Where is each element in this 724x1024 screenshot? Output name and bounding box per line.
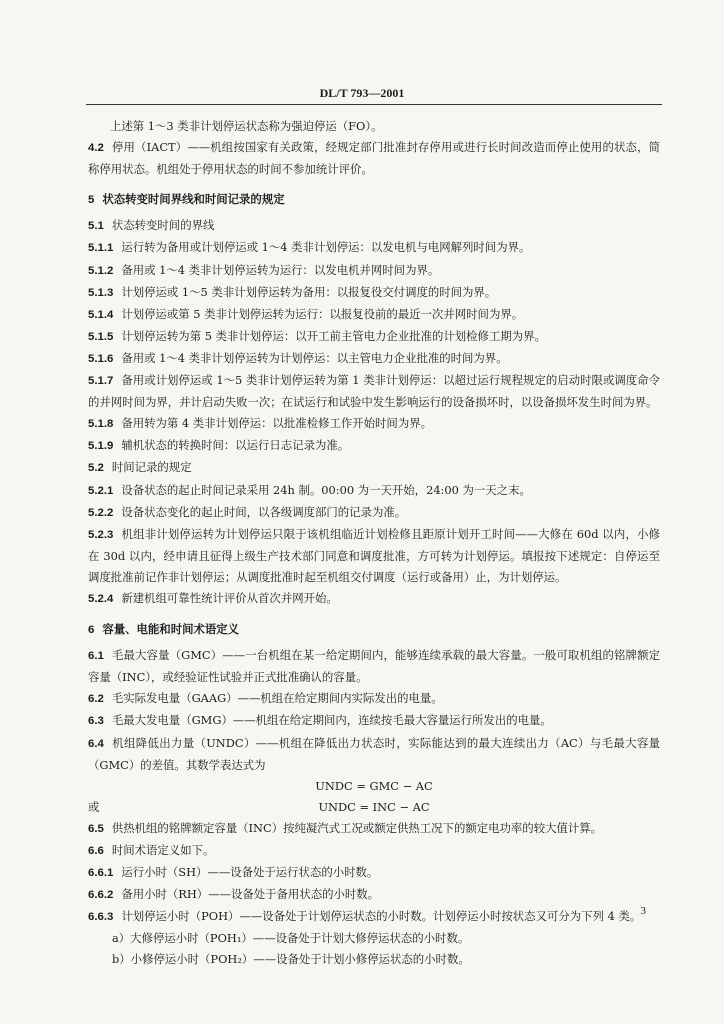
clause-text: 运行小时（SH）——设备处于运行状态的小时数。 (121, 865, 379, 880)
clause (88, 435, 660, 457)
section-heading (88, 189, 660, 211)
formula-row (88, 797, 660, 818)
clause-number: 6.6.3 (88, 911, 114, 924)
document-body (88, 116, 660, 971)
clause-text: 毛实际发电量（GAAG）——机组在给定期间内实际发出的电量。 (111, 691, 443, 706)
clause-number: 5.2.4 (88, 592, 114, 605)
clause (88, 710, 660, 732)
clause-number: 5.1.2 (88, 264, 114, 277)
header-rule (86, 104, 662, 105)
clause-text: 备用或 1～4 类非计划停运转为运行：以发电机并网时间为界。 (121, 262, 440, 277)
clause-number: 4.2 (88, 142, 104, 155)
clause-text: 供热机组的铭牌额定容量（INC）按纯凝汽式工况或额定供热工况下的额定电功率的较大值计算。 (111, 820, 603, 835)
clause-text: 状态转变时间界线和时间记录的规定 (102, 192, 285, 207)
clause-number: 6.5 (88, 822, 104, 835)
clause (88, 502, 660, 524)
clause-number: 5.2.3 (88, 528, 114, 541)
clause (88, 282, 660, 304)
clause (88, 906, 660, 928)
clause-text: 设备状态的起止时间记录采用 24h 制。00:00 为一天开始，24:00 为一天之末。 (121, 482, 531, 497)
clause-number: 5.1 (88, 220, 104, 233)
clause-number: 5.1.9 (88, 440, 114, 453)
clause-number: 5.1.6 (88, 352, 114, 365)
clause-number: 6.2 (88, 693, 104, 706)
clause-text: 备用或 1～4 类非计划停运转为计划停运：以主管电力企业批准的时间为界。 (121, 350, 508, 365)
clause (88, 326, 660, 348)
clause-text: 计划停运转为第 5 类非计划停运：以开工前主管电力企业批准的计划检修工期为界。 (121, 328, 546, 343)
clause (88, 457, 660, 479)
clause-text: 时间术语定义如下。 (111, 843, 215, 857)
clause (88, 688, 660, 710)
clause (88, 237, 660, 259)
formula: UNDC = GMC − AC (315, 778, 433, 793)
clause (88, 260, 660, 282)
clause (88, 370, 660, 413)
clause-number: 6.1 (88, 650, 104, 663)
clause-number: 5.2.2 (88, 506, 114, 519)
list-item: b）小修停运小时（POH₂）——设备处于计划小修停运状态的小时数。 (112, 952, 470, 967)
clause-text: 设备状态变化的起止时间，以各级调度部门的记录为准。 (121, 504, 407, 519)
clause (88, 137, 660, 180)
clause-number: 6.4 (88, 737, 104, 750)
clause (88, 348, 660, 370)
clause-text: 备用小时（RH）——设备处于备用状态的小时数。 (121, 887, 380, 902)
clause-text: 停用（IACT）——机组按国家有关政策，经规定部门批准封存停用或进行长时间改造而停止使用的状态，简称停用状态。机组处于停用状态的时间不参加统计评价。 (88, 140, 660, 177)
clause-text: 毛最大发电量（GMG）——机组在给定期间内，连续按毛最大容量运行所发出的电量。 (111, 713, 552, 728)
clause-number: 6.6.2 (88, 889, 114, 902)
clause (88, 413, 660, 435)
page-number: 3 (640, 905, 646, 917)
formula-lead: 或 (88, 799, 100, 814)
clause (88, 840, 660, 862)
clause (88, 884, 660, 906)
section-heading (88, 619, 660, 641)
clause (88, 304, 660, 326)
clause-number: 5.1.8 (88, 418, 114, 431)
clause-text: 时间记录的规定 (111, 460, 192, 475)
clause-number: 5.2.1 (88, 484, 114, 497)
formula: UNDC = INC − AC (318, 799, 430, 814)
clause (88, 480, 660, 502)
paragraph: 上述第 1～3 类非计划停运状态称为强迫停运（FO）。 (110, 119, 383, 133)
clause-number: 5.1.5 (88, 330, 114, 343)
clause-text: 辅机状态的转换时间：以运行日志记录为准。 (121, 438, 350, 453)
clause-number: 6.6 (88, 845, 104, 857)
formula-row (88, 776, 660, 797)
clause-number: 6.6.1 (88, 867, 114, 880)
document-header-id: DL/T 793—2001 (319, 86, 405, 100)
clause-text: 状态转变时间的界线 (111, 218, 215, 233)
clause (88, 862, 660, 884)
clause-number: 5 (88, 194, 95, 207)
clause-text: 备用或计划停运或 1～5 类非计划停运转为第 1 类非计划停运：以超过运行规程规定的启动时限或调度命令的并网时间为界，并计启动失败一次；在试运行和试验中发生影响运行的设备损坏时，以设备损坏发生时间为界。 (88, 373, 660, 410)
clause-text: 计划停运或 1～5 类非计划停运转为备用：以报复役交付调度的时间为界。 (121, 284, 497, 299)
clause-text: 备用转为第 4 类非计划停运：以批准检修工作开始时间为界。 (121, 416, 432, 431)
clause (88, 818, 660, 840)
clause-number: 5.2 (88, 462, 104, 475)
clause-text: 容量、电能和时间术语定义 (102, 622, 240, 637)
clause-number: 6.3 (88, 715, 104, 728)
clause-number: 5.1.4 (88, 308, 114, 321)
clause-text: 计划停运或第 5 类非计划停运转为运行：以报复役前的最近一次并网时间为界。 (121, 306, 524, 321)
clause-number: 5.1.7 (88, 375, 114, 388)
clause (88, 733, 660, 776)
clause (88, 588, 660, 610)
clause (88, 645, 660, 688)
clause-number: 5.1.3 (88, 286, 114, 299)
clause-text: 新建机组可靠性统计评价从首次并网开始。 (121, 590, 338, 605)
clause-number: 5.1.1 (88, 242, 114, 255)
clause-text: 计划停运小时（POH）——设备处于计划停运状态的小时数。计划停运小时按状态又可分为下列 4 类。 (121, 909, 642, 924)
clause-text: 机组降低出力量（UNDC）——机组在降低出力状态时，实际能达到的最大连续出力（AC）与毛最大容量（GMC）的差值。其数学表达式为 (88, 735, 660, 772)
clause-number: 6 (88, 624, 95, 637)
clause-text: 运行转为备用或计划停运或 1～4 类非计划停运：以发电机与电网解列时间为界。 (121, 240, 531, 255)
list-item: a）大修停运小时（POH₁）——设备处于计划大修停运状态的小时数。 (112, 931, 470, 946)
clause-text: 毛最大容量（GMC）——一台机组在某一给定期间内，能够连续承载的最大容量。一般可取机组的铭牌额定容量（INC），或经验证性试验并正式批准确认的容量。 (88, 648, 660, 685)
clause (88, 215, 660, 237)
clause-text: 机组非计划停运转为计划停运只限于该机组临近计划检修且距原计划开工时间——大修在 60d 以内，小修在 30d 以内，经申请且征得上级生产技术部门同意和调度批准，方可转为计划停运。填报按下述规定：自停运至调度批准前记作非计划停运；从调度批准时起至机组交付调度（运行或备用）止，为计划停运。 (88, 526, 660, 584)
clause (88, 524, 660, 588)
